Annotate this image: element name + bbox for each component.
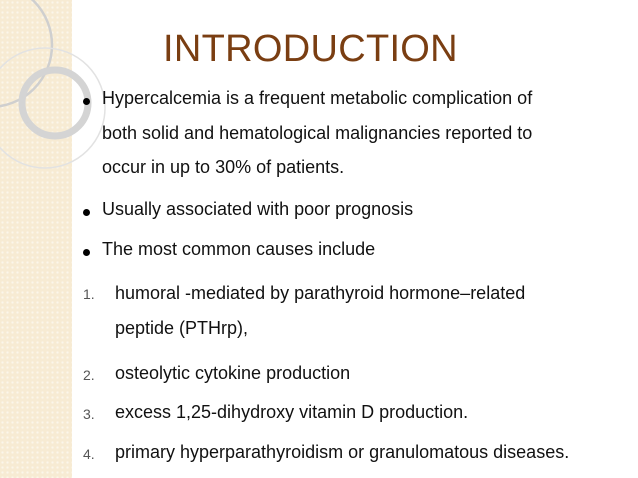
bullet-text: The most common causes include xyxy=(102,239,376,259)
list-item-text: primary hyperparathyroidism or granulomatous diseases. xyxy=(115,442,570,462)
slide-title: INTRODUCTION xyxy=(163,28,458,70)
bullet-marker xyxy=(83,249,90,256)
list-item-text: peptide (PTHrp), xyxy=(115,318,249,338)
bullet-text: occur in up to 30% of patients. xyxy=(102,157,345,177)
list-item-text: excess 1,25-dihydroxy vitamin D production. xyxy=(115,402,469,422)
list-number: 1. xyxy=(83,286,95,302)
list-number: 3. xyxy=(83,406,95,422)
decorative-ring-medium xyxy=(22,70,88,136)
list-number: 4. xyxy=(83,446,95,462)
list-item-text: osteolytic cytokine production xyxy=(115,363,351,383)
bullet-text: both solid and hematological malignancies reported to xyxy=(102,123,533,143)
list-item-text: humoral -mediated by parathyroid hormone–related xyxy=(115,283,526,303)
bullet-text: Hypercalcemia is a frequent metabolic complication of xyxy=(102,88,533,108)
bullet-marker xyxy=(83,98,90,105)
bullet-text: Usually associated with poor prognosis xyxy=(102,199,414,219)
bullet-marker xyxy=(83,209,90,216)
list-number: 2. xyxy=(83,367,95,383)
